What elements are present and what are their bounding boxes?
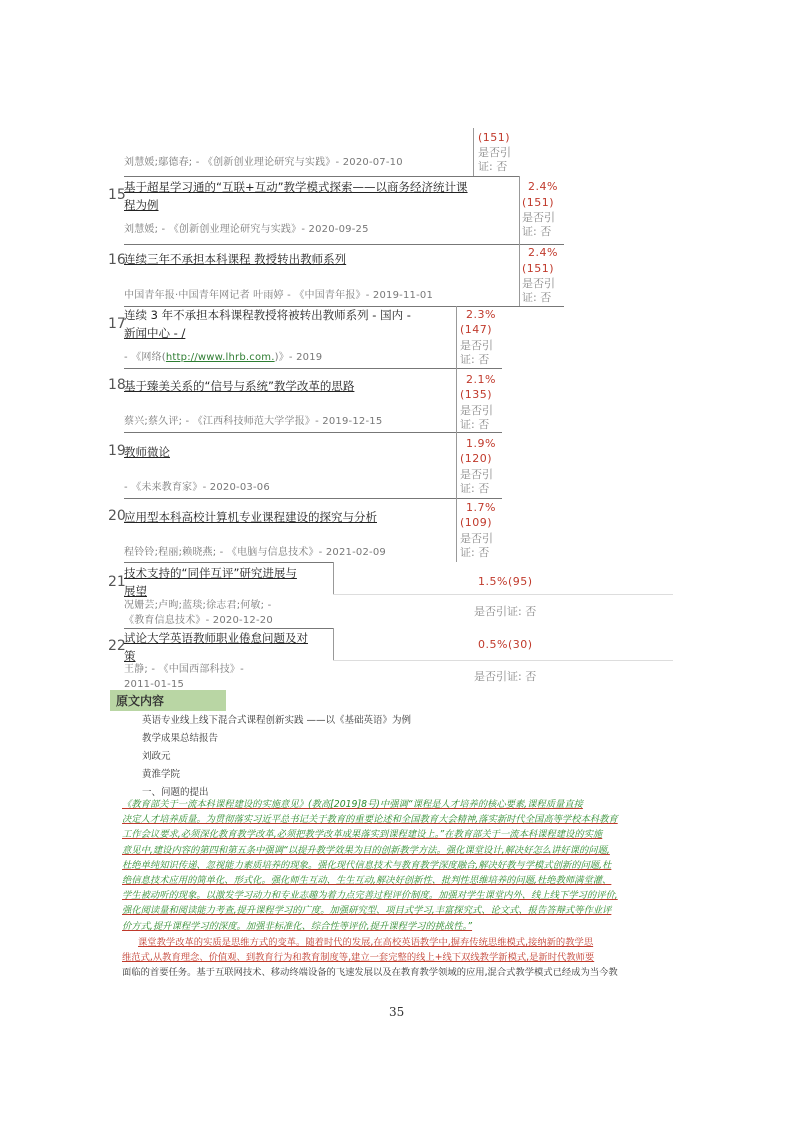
- row-divider: [124, 498, 502, 499]
- similarity-count: (147): [460, 323, 493, 336]
- column-divider: [519, 176, 520, 244]
- similarity-count: (135): [460, 388, 493, 401]
- similarity-percent: 2.3%: [466, 308, 496, 321]
- source-title-link[interactable]: 连续三年不承担本科课程 教授转出教师系列: [124, 252, 347, 266]
- similarity-percent: 1.7%: [466, 501, 496, 514]
- row-divider: [124, 368, 502, 369]
- similarity-percent: 2.1%: [466, 373, 496, 386]
- page-number: 35: [389, 1005, 405, 1019]
- row-index: 20: [108, 508, 126, 524]
- paragraph-line: 工作会议要求,必须深化教育教学改革,必须把教学改革成果落实到课程建设上。”在教育部关于一流本科课程建设的实施: [122, 829, 603, 841]
- column-divider: [473, 128, 474, 176]
- paragraph-line: 学生被动听的现象。以激发学习动力和专业志趣为着力点完善过程评价制度。加强对学生课堂内外、线上线下学习的评价,: [122, 890, 618, 902]
- source-title-link[interactable]: 应用型本科高校计算机专业课程建设的探究与分析: [124, 510, 377, 524]
- row-index: 17: [108, 316, 126, 332]
- row-index: 16: [108, 252, 126, 268]
- source-meta: 况姗芸;卢昫;蓝琰;徐志君;何敏; - 《教育信息技术》- 2020-12-20: [124, 600, 273, 626]
- column-divider: [456, 368, 457, 432]
- source-meta: 王静; - 《中国西部科技》- 2011-01-15: [124, 664, 244, 690]
- column-divider: [456, 498, 457, 562]
- source-title-link[interactable]: 基于超星学习通的“互联+互动”教学模式探索——以商务经济统计课 程为例: [124, 180, 468, 212]
- column-divider: [333, 628, 334, 660]
- paragraph-line: 杜绝单纯知识传递、忽视能力素质培养的现象。强化现代信息技术与教育教学深度融合,解决好教与学模式创新的问题,杜: [122, 859, 612, 871]
- citation-status: 是否引 证: 否: [460, 468, 493, 495]
- column-divider: [456, 306, 457, 368]
- similarity-percent: 0.5%(30): [478, 638, 533, 651]
- row-index: 21: [108, 574, 126, 590]
- row-index: 22: [108, 638, 126, 654]
- citation-status: 是否引 证: 否: [460, 404, 493, 431]
- paragraph-line: 意见中,建设内容的第四和第五条中强调“以提升教学效果为目的创新教学方法。强化课堂设计,解决好怎么讲好课的问题,: [122, 844, 610, 856]
- source-meta: 中国青年报·中国青年网记者 叶雨婷 - 《中国青年报》- 2019-11-01: [124, 290, 434, 301]
- section-heading: 一、问题的提出: [142, 787, 209, 798]
- column-divider: [456, 432, 457, 498]
- similarity-count: (109): [460, 516, 493, 529]
- source-title: 连续 3 年不承担本科课程教授将被转出教师系列 - 国内 - 新闻中心 - /: [124, 308, 411, 340]
- row-index: 18: [108, 377, 126, 393]
- similarity-percent: 1.5%(95): [478, 575, 533, 588]
- paragraph-line: 维范式,从教育理念、价值观、到教育行为和教育制度等,建立一套完整的线上+线下双线教学新模式,是新时代教师要: [122, 952, 595, 964]
- similarity-percent: 2.4%: [528, 180, 558, 193]
- doc-author: 刘政元: [142, 751, 171, 762]
- row-divider: [124, 176, 520, 177]
- column-divider: [333, 562, 334, 594]
- citation-status: 是否引证: 否: [474, 670, 537, 683]
- source-meta: 程铃铃;程丽;赖晓燕; - 《电脑与信息技术》- 2021-02-09: [124, 547, 386, 558]
- citation-status: 是否引证: 否: [474, 605, 537, 618]
- citation-status: 是否引 证: 否: [460, 339, 493, 366]
- citation-status: 是否引 证: 否: [478, 146, 511, 173]
- row-index: 19: [108, 443, 126, 459]
- row-index: 15: [108, 187, 126, 203]
- source-title-link[interactable]: 教师微论: [124, 445, 170, 459]
- row-divider: [333, 594, 673, 595]
- row-divider: [333, 660, 673, 661]
- similarity-count: (120): [460, 452, 493, 465]
- paragraph-line: 强化阅读量和阅读能力考查,提升课程学习的广度。加强研究型、项目式学习,丰富探究式、论文式、报告答辩式等作业评: [122, 905, 612, 917]
- similarity-count: (151): [478, 131, 511, 144]
- paragraph-line: 面临的首要任务。基于互联网技术、移动终端设备的飞速发展以及在教育教学领域的应用,混合式教学模式已经成为当今教: [122, 967, 618, 979]
- similarity-count: (151): [522, 196, 555, 209]
- doc-subtitle: 教学成果总结报告: [142, 733, 219, 744]
- paragraph-1: [122, 797, 692, 934]
- paragraph-line: 《教育部关于一流本科课程建设的实施意见》(教高[2019]8号)中强调“课程是人才培养的核心要素,课程质量直接: [122, 799, 583, 810]
- paragraph-line: 绝信息技术应用的简单化、形式化。强化师生互动、生生互动,解决好创新性、批判性思维培养的问题,杜绝教师满堂灌、: [122, 875, 612, 887]
- doc-affiliation: 黄淮学院: [142, 769, 181, 780]
- paragraph-line: 价方式,提升课程学习的深度。加强非标准化、综合性等评价,提升课程学习的挑战性。”: [122, 920, 473, 932]
- row-divider: [124, 562, 334, 563]
- source-meta: 刘慧媛; - 《创新创业理论研究与实践》- 2020-09-25: [124, 224, 369, 235]
- doc-title: 英语专业线上线下混合式课程创新实践 ——以《基础英语》为例: [142, 715, 412, 726]
- row-divider: [124, 244, 564, 245]
- source-url-link[interactable]: http://www.lhrb.com.: [165, 352, 275, 363]
- source-title-link[interactable]: 基于臻美关系的“信号与系统”教学改革的思路: [124, 379, 355, 393]
- source-meta: - 《网络(http://www.lhrb.com.)》- 2019: [124, 352, 323, 363]
- paragraph-line: 课堂教学改革的实质是思维方式的变革。随着时代的发展,在高校英语教学中,摒弃传统思维模式,接纳新的教学思: [138, 937, 594, 948]
- similarity-count: (151): [522, 262, 555, 275]
- similarity-percent: 2.4%: [528, 246, 558, 259]
- similarity-percent: 1.9%: [466, 437, 496, 450]
- paragraph-2: [122, 935, 692, 981]
- citation-status: 是否引 证: 否: [522, 211, 555, 238]
- source-meta: 蔡兴;蔡久评; - 《江西科技师范大学学报》- 2019-12-15: [124, 416, 383, 427]
- paragraph-line: 决定人才培养质量。为贯彻落实习近平总书记关于教育的重要论述和全国教育大会精神,落实新时代全国高等学校本科教育: [122, 814, 618, 826]
- source-meta: - 《未来教育家》- 2020-03-06: [124, 482, 270, 493]
- original-content-heading: 原文内容: [110, 690, 226, 711]
- source-title-link[interactable]: 技术支持的“同伴互评”研究进展与 展望: [124, 566, 297, 598]
- source-title-link[interactable]: 试论大学英语教师职业倦怠问题及对 策: [124, 631, 308, 663]
- citation-status: 是否引 证: 否: [522, 277, 555, 304]
- citation-status: 是否引 证: 否: [460, 532, 493, 559]
- source-meta: 刘慧媛;鄢德春; - 《创新创业理论研究与实践》- 2020-07-10: [124, 157, 403, 168]
- column-divider: [519, 244, 520, 306]
- row-divider: [124, 628, 334, 629]
- row-divider: [124, 432, 502, 433]
